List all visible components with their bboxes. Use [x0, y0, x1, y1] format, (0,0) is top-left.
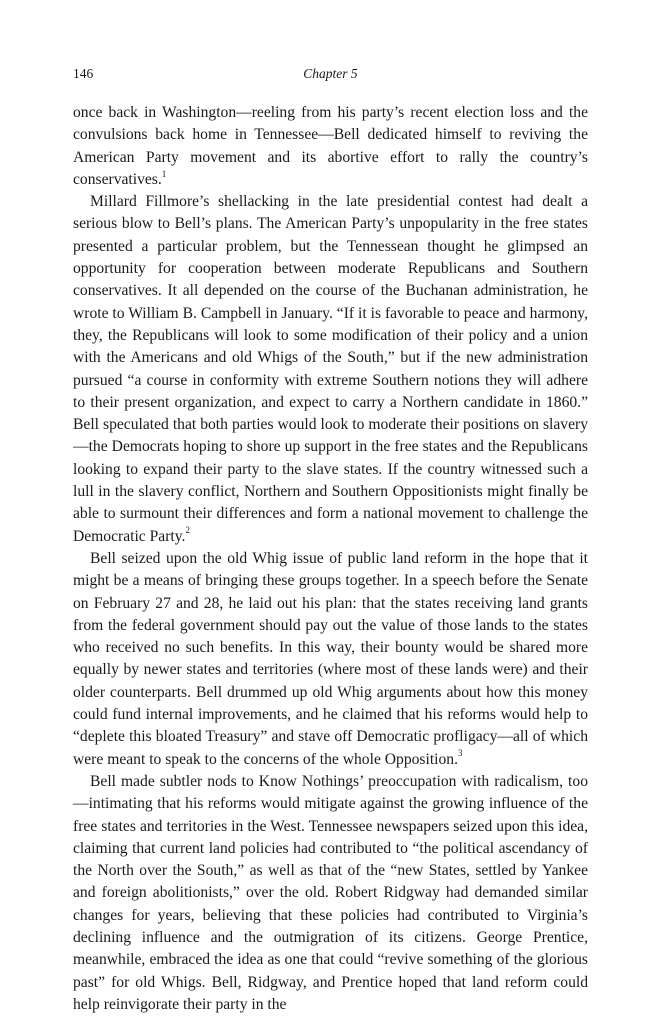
page-number: 146 — [73, 66, 94, 81]
paragraph-text: Bell made subtler nods to Know Nothings’ preoccupation with radicalism, too—intimating that his reforms would mitigate against the growing influence of the free states and territories in the West. Tennessee newspapers seized upon this idea, claiming that current land policies had contributed to “the political ascendancy of the North over the South,” as well as that of the “new States, settled by Yankee and foreign abolitionists,” over the old. Robert Ridgway had demanded similar changes for years, believing that these policies had contributed to Virginia’s declining influence and the outmigration of its citizens. George Prentice, meanwhile, embraced the idea as one that could “revive something of the glorious past” for old Whigs. Bell, Ridgway, and Prentice hoped that land reform could help reinvigorate their party in the — [73, 772, 588, 1013]
paragraph — [73, 191, 588, 548]
book-page — [73, 66, 588, 1016]
chapter-title: Chapter 5 — [303, 66, 358, 81]
running-head — [73, 66, 588, 88]
paragraph — [73, 102, 588, 191]
paragraph — [73, 548, 588, 771]
paragraph — [73, 771, 588, 1016]
paragraph-text: once back in Washington—reeling from his party’s recent election loss and the convulsions back home in Tennessee—Bell dedicated himself to reviving the American Party movement and its abortive effort to rally the country’s conservatives. — [73, 104, 588, 188]
footnote-ref: 3 — [457, 748, 463, 759]
body-text — [73, 102, 588, 1016]
paragraph-text: Bell seized upon the old Whig issue of public land reform in the hope that it might be a means of bringing these groups together. In a speech before the Senate on February 27 and 28, he laid out his plan: that the states receiving land grants from the federal government should pay out the value of those lands to the states who received no such benefits. In this way, their bounty would be shared more equally by newer states and territories (where most of these lands were) and their older counterparts. Bell drummed up old Whig arguments about how this money could fund internal improvements, and he claimed that his reforms would help to “deplete this bloated Treasury” and stave off Democratic profligacy—all of which were meant to speak to the concerns of the whole Opposition. — [73, 549, 588, 768]
paragraph-text: Millard Fillmore’s shellacking in the late presidential contest had dealt a serious blow to Bell’s plans. The American Party’s unpopularity in the free states presented a particular problem, but the Tennessean thought he glimpsed an opportunity for cooperation between moderate Republicans and Southern conservatives. It all depended on the course of the Buchanan administration, he wrote to William B. Campbell in January. “If it is favorable to peace and harmony, they, the Republicans will look to some modification of their policy and a union with the Americans and old Whigs of the South,” but if the new administration pursued “a course in conformity with extreme Southern notions they will adhere to their present organization, and expect to carry a Northern candidate in 1860.” Bell speculated that both parties would look to moderate their positions on slavery—the Democrats hoping to shore up support in the free states and the Republicans looking to expand their party to the slave states. If the country witnessed such a lull in the slavery conflict, Northern and Southern Oppositionists might finally be able to surmount their differences and form a national movement to challenge the Democratic Party. — [73, 193, 588, 545]
footnote-ref: 2 — [185, 525, 190, 536]
footnote-ref: 1 — [161, 168, 167, 179]
